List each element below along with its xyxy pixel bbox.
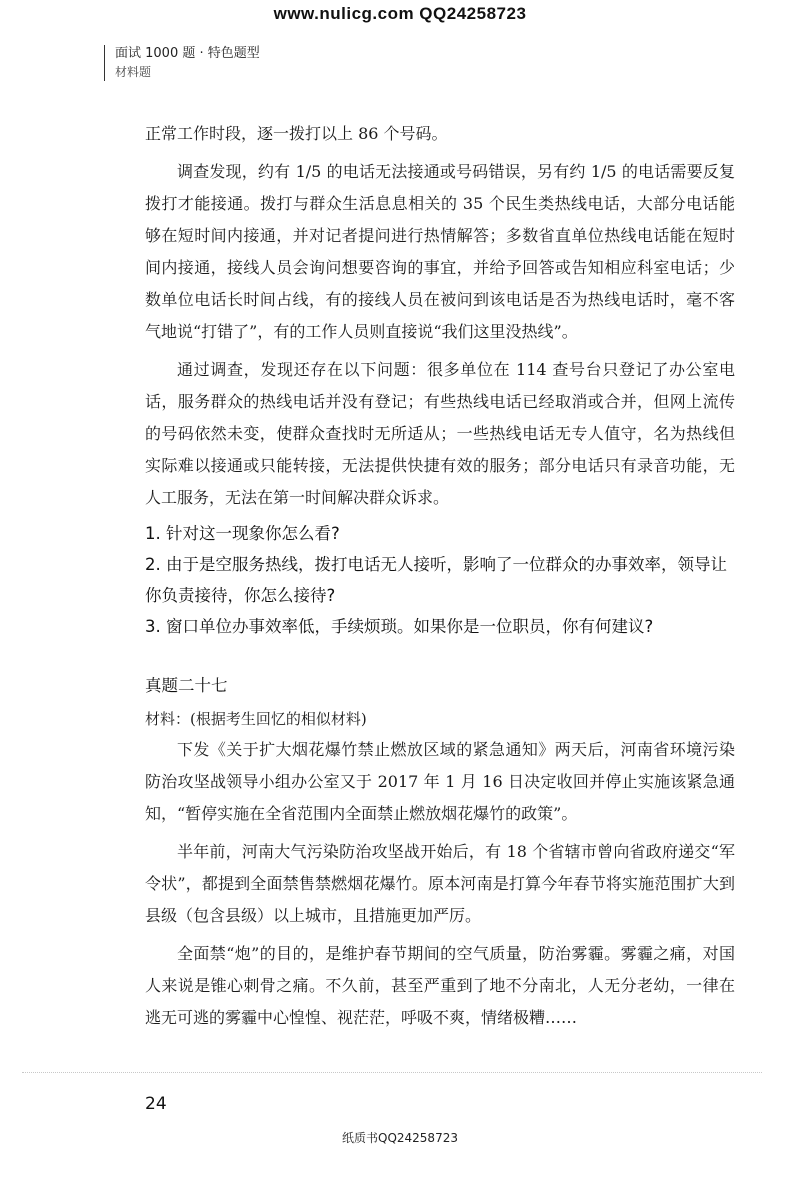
page-number: 24 <box>145 1094 167 1114</box>
paragraph: 半年前，河南大气污染防治攻坚战开始后，有 18 个省辖市曾向省政府递交“军令状”，都提到全面禁售禁燃烟花爆竹。原本河南是打算今年春节将实施范围扩大到县级（包含县级）以上城市，且措施更加严厉。 <box>145 842 735 925</box>
section-label: 材料题 <box>115 65 152 79</box>
top-watermark: www.nulicg.com QQ24258723 <box>273 4 527 23</box>
paragraph: 正常工作时段，逐一拨打以上 86 个号码。 <box>145 124 448 143</box>
page-content <box>145 118 735 1034</box>
question-1: 1. 针对这一现象你怎么看? <box>145 524 340 543</box>
book-title: 面试 1000 题 · 特色题型 <box>115 46 260 61</box>
section-heading: 真题二十七 <box>145 676 228 695</box>
scan-divider <box>22 1072 762 1073</box>
paragraph: 通过调查，发现还存在以下问题：很多单位在 114 查号台只登记了办公室电话，服务群众的热线电话并没有登记；有些热线电话已经取消或合并，但网上流传的号码依然未变，使群众查找时无所适从；一些热线电话无专人值守，名为热线但实际难以接通或只能转接，无法提供快捷有效的服务；部分电话只有录音功能，无人工服务，无法在第一时间解决群众诉求。 <box>145 360 735 507</box>
paragraph: 下发《关于扩大烟花爆竹禁止燃放区域的紧急通知》两天后，河南省环境污染防治攻坚战领导小组办公室又于 2017 年 1 月 16 日决定收回并停止实施该紧急通知，“暂停实施在全省范围内全面禁止燃放烟花爆竹的政策”。 <box>145 740 735 823</box>
paragraph: 调查发现，约有 1/5 的电话无法接通或号码错误，另有约 1/5 的电话需要反复拨打才能接通。拨打与群众生活息息相关的 35 个民生类热线电话，大部分电话能够在短时间内接通，并对记者提问进行热情解答；多数省直单位热线电话能在短时间内接通，接线人员会询问想要咨询的事宜，并给予回答或告知相应科室电话；少数单位电话长时间占线，有的接线人员在被问到该电话是否为热线电话时，毫不客气地说“打错了”，有的工作人员则直接说“我们这里没热线”。 <box>145 162 735 341</box>
material-label: 材料：(根据考生回忆的相似材料) <box>145 710 367 728</box>
question-2: 2. 由于是空服务热线，拨打电话无人接听，影响了一位群众的办事效率，领导让你负责接待，你怎么接待? <box>145 555 727 605</box>
question-3: 3. 窗口单位办事效率低，手续烦琐。如果你是一位职员，你有何建议? <box>145 617 654 636</box>
paragraph: 全面禁“炮”的目的，是维护春节期间的空气质量，防治雾霾。雾霾之痛，对国人来说是锥心刺骨之痛。不久前，甚至严重到了地不分南北，人无分老幼，一律在逃无可逃的雾霾中心惶惶、视茫茫，呼吸不爽，情绪极糟…… <box>145 944 735 1027</box>
book-header <box>104 45 260 81</box>
bottom-watermark: 纸质书QQ24258723 <box>342 1131 458 1145</box>
